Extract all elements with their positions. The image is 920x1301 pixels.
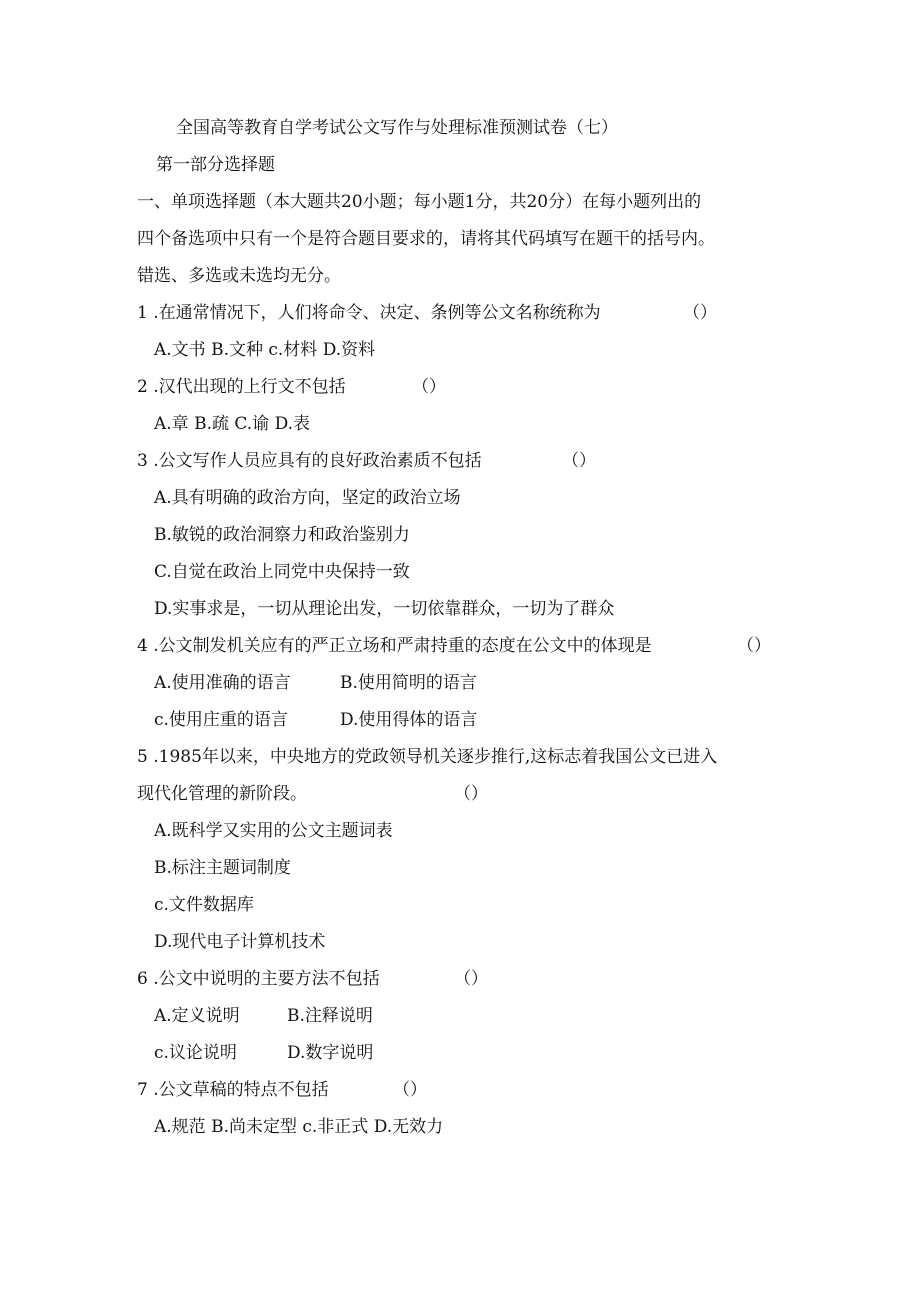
question-1-options: A.文书 B.文种 c.材料 D.资料	[154, 340, 376, 360]
instructions-line-2: 四个备选项中只有一个是符合题目要求的，请将其代码填写在题干的括号内。	[137, 229, 715, 249]
question-3-stem: 3 .公文写作人员应具有的良好政治素质不包括	[137, 451, 482, 471]
question-6-option-c: c.议论说明	[154, 1043, 237, 1063]
question-5-option-c: c.文件数据库	[154, 895, 254, 915]
question-6-option-b: B.注释说明	[287, 1006, 373, 1026]
question-4-option-c: c.使用庄重的语言	[154, 710, 288, 730]
question-5-stem-continued: 现代化管理的新阶段。	[137, 784, 307, 804]
question-2-options: A.章 B.疏 C.谕 D.表	[154, 414, 311, 434]
question-6-answer-blank: （）	[454, 969, 488, 989]
question-4-option-d: D.使用得体的语言	[340, 710, 478, 730]
question-4-option-a: A.使用准确的语言	[154, 673, 291, 693]
question-7-options: A.规范 B.尚未定型 c.非正式 D.无效力	[154, 1117, 444, 1137]
question-4-option-b: B.使用简明的语言	[340, 673, 477, 693]
question-1-answer-blank: （）	[683, 303, 717, 323]
question-5-stem: 5 .1985年以来，中央地方的党政领导机关逐步推行,这标志着我国公文已进入	[137, 747, 718, 767]
part-heading: 第一部分选择题	[156, 155, 275, 175]
question-3-option-c: C.自觉在政治上同党中央保持一致	[154, 562, 410, 582]
question-4-answer-blank: （）	[737, 636, 771, 656]
question-6-stem: 6 .公文中说明的主要方法不包括	[137, 969, 380, 989]
question-5-answer-blank: （）	[454, 784, 488, 804]
question-5-option-d: D.现代电子计算机技术	[154, 932, 326, 952]
question-7-answer-blank: （）	[393, 1080, 427, 1100]
question-3-option-b: B.敏锐的政治洞察力和政治鉴别力	[154, 525, 410, 545]
question-1-stem: 1 .在通常情况下，人们将命令、决定、条例等公文名称统称为	[137, 303, 601, 323]
question-3-option-d: D.实事求是，一切从理论出发，一切依靠群众，一切为了群众	[154, 599, 615, 619]
question-4-stem: 4 .公文制发机关应有的严正立场和严肃持重的态度在公文中的体现是	[137, 636, 652, 656]
instructions-line-1: 一、单项选择题（本大题共20小题；每小题1分，共20分）在每小题列出的	[137, 192, 702, 212]
question-6-option-d: D.数字说明	[287, 1043, 374, 1063]
question-6-option-a: A.定义说明	[154, 1006, 240, 1026]
question-3-option-a: A.具有明确的政治方向，坚定的政治立场	[154, 488, 461, 508]
question-3-answer-blank: （）	[562, 451, 596, 471]
instructions-line-3: 错选、多选或未选均无分。	[137, 266, 341, 286]
question-7-stem: 7 .公文草稿的特点不包括	[137, 1080, 329, 1100]
question-5-option-a: A.既科学又实用的公文主题词表	[154, 821, 393, 841]
question-2-stem: 2 .汉代出现的上行文不包括	[137, 377, 346, 397]
document-title: 全国高等教育自学考试公文写作与处理标准预测试卷（七）	[176, 118, 618, 138]
question-5-option-b: B.标注主题词制度	[154, 858, 291, 878]
question-2-answer-blank: （）	[412, 377, 446, 397]
